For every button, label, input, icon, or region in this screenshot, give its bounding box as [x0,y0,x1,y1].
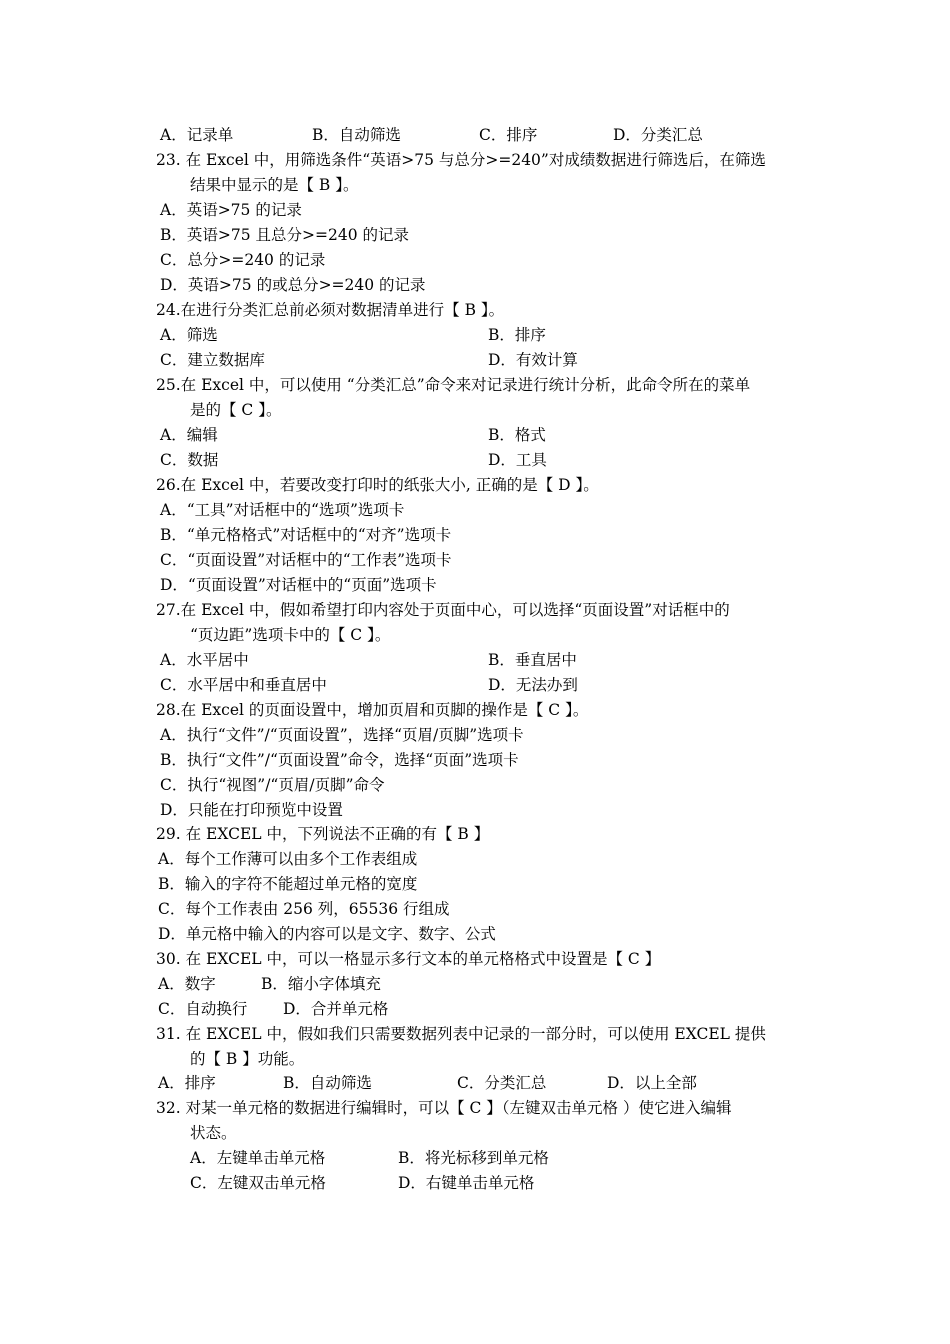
q29-option-d: D．单元格中输入的内容可以是文字、数字、公式 [158,925,496,943]
q32-stem-cont: 状态。 [190,1124,237,1142]
q26-stem: 26.在 Excel 中，若要改变打印时的纸张大小, 正确的是【 D 】。 [156,476,599,494]
option-a: A．记录单 [160,126,234,144]
option-c: C．建立数据库 [160,351,265,369]
q28-stem: 28.在 Excel 的页面设置中，增加页眉和页脚的操作是【 C 】。 [156,701,589,719]
option-a: A．编辑 [160,426,218,444]
option-c: C．排序 [479,126,538,144]
q29-option-a: A．每个工作薄可以由多个工作表组成 [158,850,418,868]
option-a: A．筛选 [160,326,218,344]
option-b: B．格式 [488,426,546,444]
option-b: B．自动筛选 [283,1074,372,1092]
option-d: D．分类汇总 [613,126,703,144]
option-d: D．合并单元格 [283,1000,389,1018]
option-c: C．分类汇总 [457,1074,547,1092]
option-b: B．垂直居中 [488,651,577,669]
option-c: C．自动换行 [158,1000,248,1018]
q28-option-d: D．只能在打印预览中设置 [160,801,343,819]
option-c: C．水平居中和垂直居中 [160,676,327,694]
q28-option-b: B．执行“文件”/“页面设置”命令，选择“页面”选项卡 [160,751,519,769]
q28-option-c: C．执行“视图”/“页眉/页脚”命令 [160,776,385,794]
option-b: B．缩小字体填充 [261,975,381,993]
q31-stem-cont: 的【 B 】功能。 [190,1050,305,1068]
option-a: A．水平居中 [160,651,249,669]
q24-stem: 24.在进行分类汇总前必须对数据清单进行【 B 】。 [156,301,505,319]
q25-stem-cont: 是的【 C 】。 [190,401,282,419]
option-a: A．数字 [158,975,216,993]
q27-stem-cont: “页边距”选项卡中的【 C 】。 [190,626,391,644]
q31-stem: 31. 在 EXCEL 中，假如我们只需要数据列表中记录的一部分时，可以使用 EXCEL 提供 [156,1025,766,1043]
q29-option-b: B．输入的字符不能超过单元格的宽度 [158,875,418,893]
option-d: D．有效计算 [488,351,578,369]
option-a: A．左键单击单元格 [190,1149,326,1167]
q30-stem: 30. 在 EXCEL 中，可以一格显示多行文本的单元格格式中设置是【 C 】 [156,950,661,968]
q23-option-d: D．英语>75 的或总分>=240 的记录 [160,276,426,294]
option-d: D．工具 [488,451,547,469]
option-d: D．右键单击单元格 [398,1174,535,1192]
q28-option-a: A．执行“文件”/“页面设置”，选择“页眉/页脚”选项卡 [160,726,524,744]
option-d: D．以上全部 [607,1074,697,1092]
option-c: C．数据 [160,451,219,469]
q23-stem: 23. 在 Excel 中，用筛选条件“英语>75 与总分>=240”对成绩数据进行筛选后，在筛选 [156,151,766,169]
q25-stem: 25.在 Excel 中，可以使用 “分类汇总”命令来对记录进行统计分析，此命令所在的菜单 [156,376,751,394]
q32-stem: 32. 对某一单元格的数据进行编辑时，可以【 C 】（左键双击单元格 ）使它进入编辑 [156,1099,732,1117]
option-c: C．左键双击单元格 [190,1174,326,1192]
q23-option-b: B．英语>75 且总分>=240 的记录 [160,226,410,244]
option-d: D．无法办到 [488,676,578,694]
q29-stem: 29. 在 EXCEL 中，下列说法不正确的有【 B 】 [156,825,490,843]
q26-option-b: B．“单元格格式”对话框中的“对齐”选项卡 [160,526,452,544]
q26-option-c: C．“页面设置”对话框中的“工作表”选项卡 [160,551,452,569]
option-b: B．自动筛选 [312,126,401,144]
q26-option-d: D．“页面设置”对话框中的“页面”选项卡 [160,576,437,594]
q27-stem: 27.在 Excel 中，假如希望打印内容处于页面中心，可以选择“页面设置”对话框中的 [156,601,730,619]
q26-option-a: A．“工具”对话框中的“选项”选项卡 [160,501,405,519]
option-b: B．将光标移到单元格 [398,1149,549,1167]
q23-option-a: A．英语>75 的记录 [160,201,302,219]
q23-stem-cont: 结果中显示的是【 B 】。 [190,176,359,194]
option-b: B．排序 [488,326,546,344]
q23-option-c: C．总分>=240 的记录 [160,251,326,269]
option-a: A．排序 [158,1074,216,1092]
q29-option-c: C．每个工作表由 256 列，65536 行组成 [158,900,450,918]
